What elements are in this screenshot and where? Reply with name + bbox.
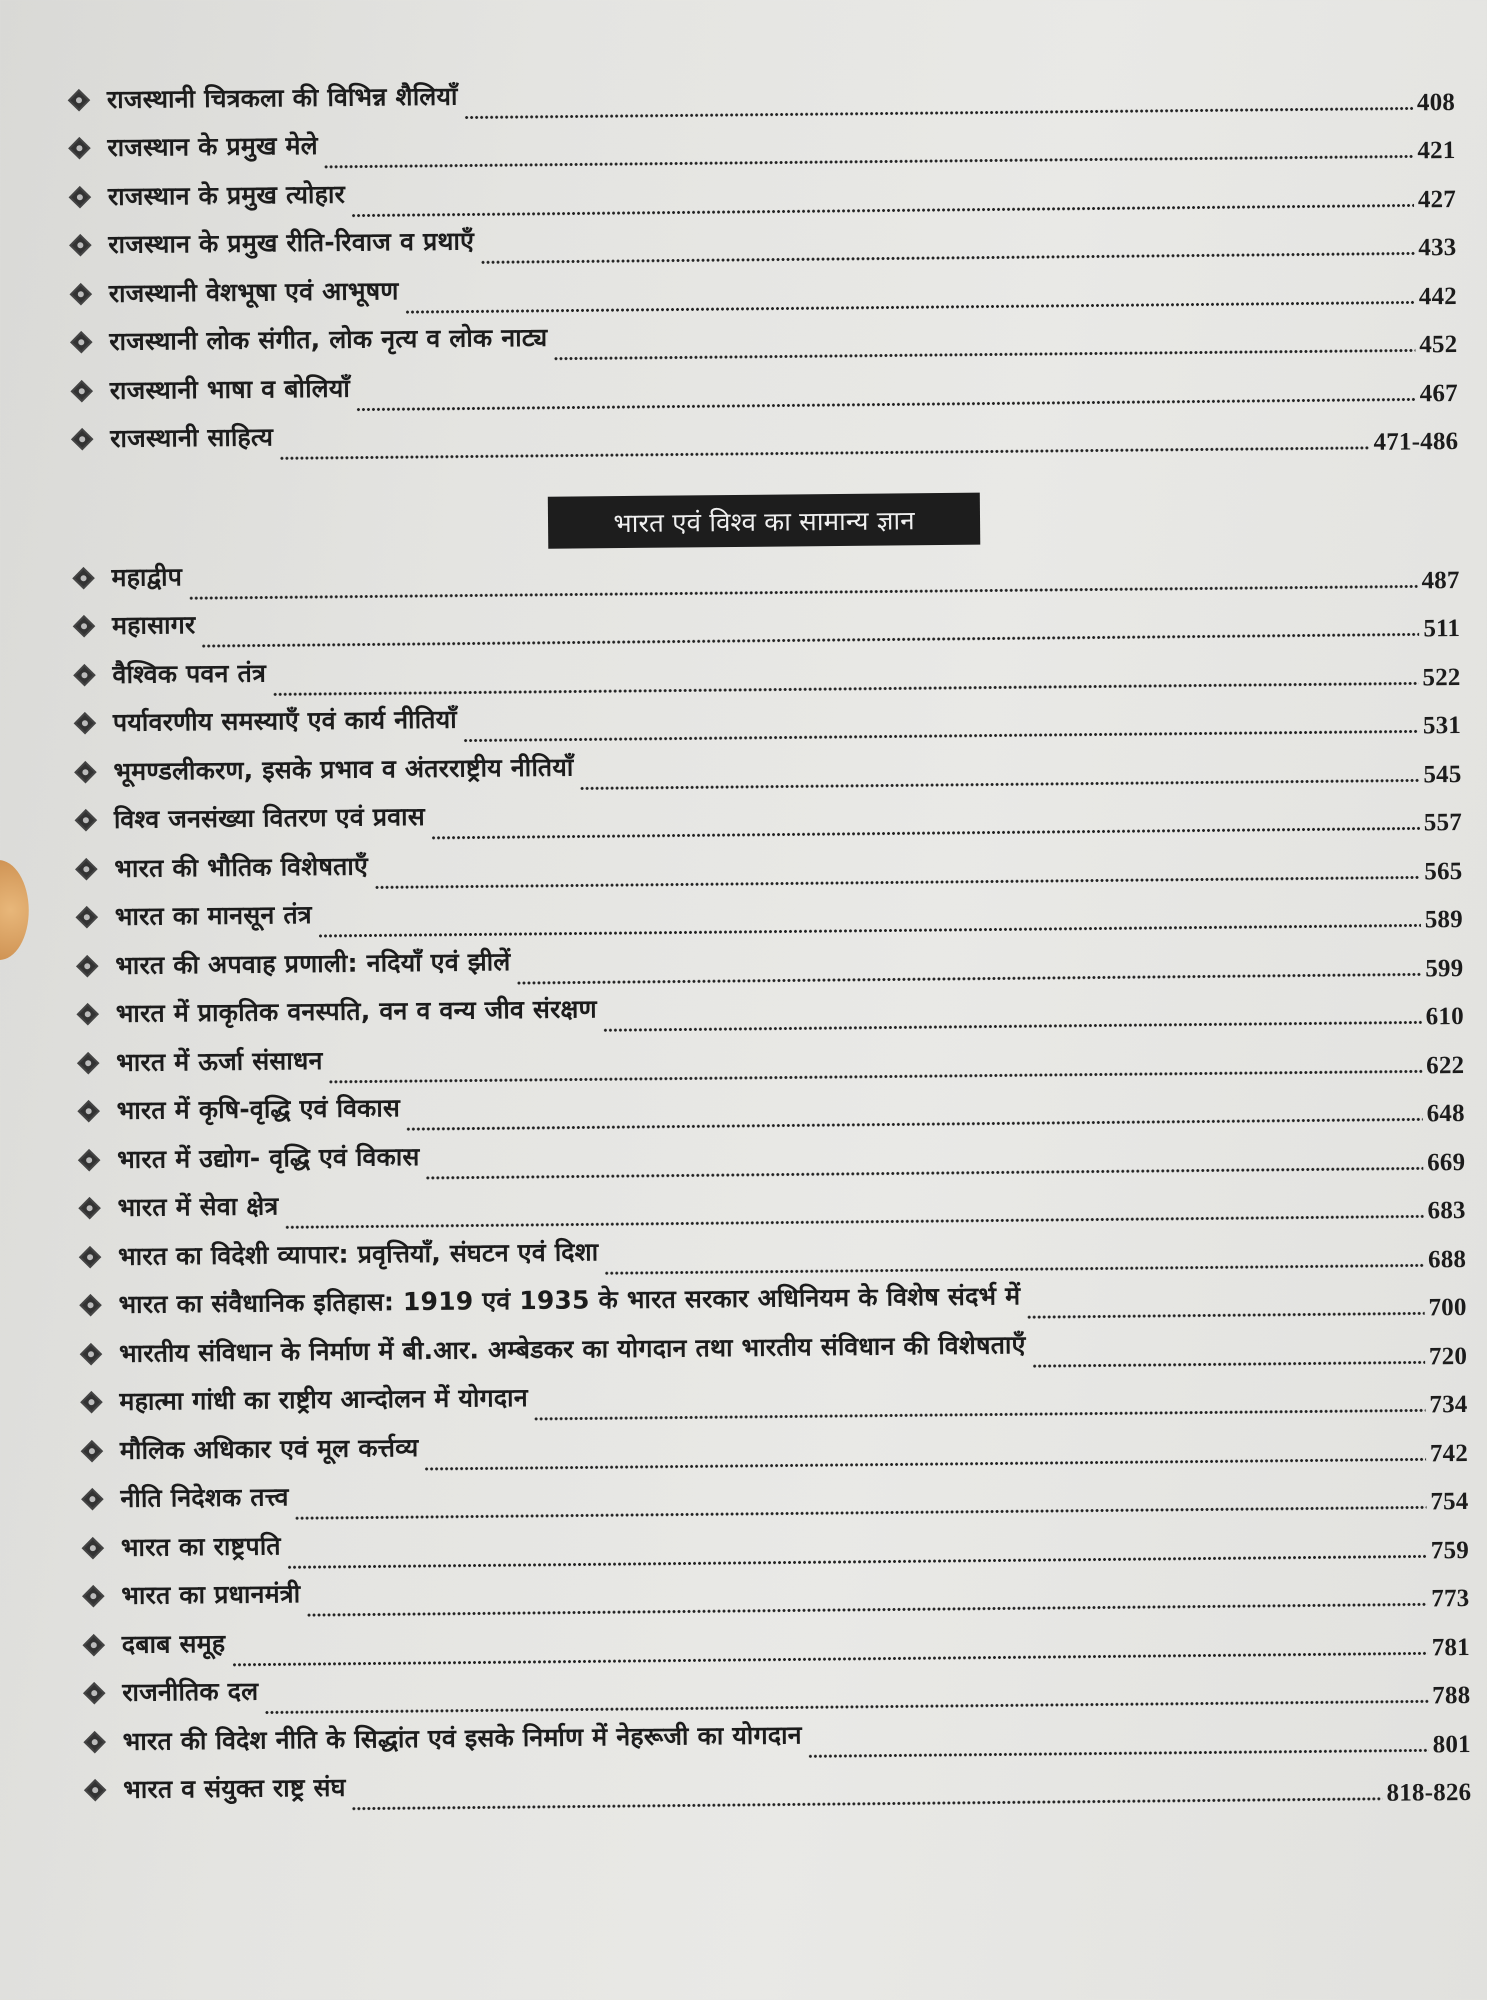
toc-entry-title: भारत की विदेश नीति के सिद्धांत एवं इसके निर्माण में नेहरूजी का योगदान	[122, 1719, 802, 1756]
toc-entry-title: महाद्वीप	[111, 561, 183, 592]
toc-entry-page: 773	[1431, 1584, 1470, 1613]
diamond-bullet-icon	[84, 1539, 101, 1556]
diamond-bullet-icon	[76, 715, 93, 732]
toc-entry-title: राजस्थानी साहित्य	[110, 422, 274, 453]
diamond-bullet-icon	[83, 1345, 100, 1362]
diamond-bullet-icon	[72, 237, 89, 254]
diamond-bullet-icon	[86, 1685, 103, 1702]
toc-entry-title: महात्मा गांधी का राष्ट्रीय आन्दोलन में योगदान	[119, 1382, 528, 1416]
toc-entry-title: मौलिक अधिकार एवं मूल कर्त्तव्य	[119, 1432, 419, 1465]
diamond-bullet-icon	[80, 1103, 97, 1120]
toc-entry-title: नीति निदेशक तत्त्व	[120, 1482, 289, 1513]
toc-entry-title: राजस्थानी वेशभूषा एवं आभूषण	[108, 275, 399, 308]
diamond-bullet-icon	[79, 1006, 96, 1023]
diamond-bullet-icon	[75, 569, 92, 586]
toc-entry-title: राजस्थान के प्रमुख रीति-रिवाज व प्रथाएँ	[108, 226, 475, 259]
toc-entry-title: राजस्थान के प्रमुख त्योहार	[107, 179, 346, 211]
diamond-bullet-icon	[80, 1054, 97, 1071]
diamond-bullet-icon	[84, 1491, 101, 1508]
toc-entry-page: 421	[1417, 137, 1456, 165]
toc-entry	[65, 56, 1455, 118]
thumb-photo-artifact	[0, 860, 29, 961]
dot-leader	[279, 446, 1369, 460]
toc-entry-title: भूमण्डलीकरण, इसके प्रभाव व अंतरराष्ट्रीय नीतियाँ	[113, 752, 574, 786]
toc-entry-title: भारत का राष्ट्रपति	[120, 1530, 281, 1562]
diamond-bullet-icon	[72, 285, 89, 302]
diamond-bullet-icon	[82, 1248, 99, 1265]
toc-entry-page: 511	[1423, 615, 1461, 643]
diamond-bullet-icon	[71, 140, 88, 157]
dot-leader	[352, 1797, 1383, 1811]
toc-entry-title: भारत का मानसून तंत्र	[114, 900, 312, 931]
toc-entry-title: भारत में कृषि-वृद्धि एवं विकास	[116, 1093, 401, 1125]
diamond-bullet-icon	[85, 1588, 102, 1605]
toc-entry-title: भारत का प्रधानमंत्री	[121, 1579, 301, 1610]
toc-entry-title: भारत का संवैधानिक इतिहास: 1919 एवं 1935 के भारत सरकार अधिनियम के विशेष संदर्भ में	[118, 1281, 1021, 1319]
diamond-bullet-icon	[83, 1442, 100, 1459]
diamond-bullet-icon	[74, 431, 91, 448]
diamond-bullet-icon	[73, 382, 90, 399]
toc-entry-page: 648	[1426, 1099, 1465, 1128]
toc-entry-title: राजस्थानी भाषा व बोलियाँ	[109, 373, 351, 405]
toc-entry-page: 467	[1419, 379, 1458, 407]
toc-entry-page: 801	[1432, 1730, 1471, 1758]
toc-entry-page: 688	[1427, 1245, 1467, 1273]
diamond-bullet-icon	[81, 1200, 98, 1217]
toc-entry-page: 408	[1416, 88, 1456, 116]
diamond-bullet-icon	[77, 812, 94, 829]
toc-entry-title: भारत की भौतिक विशेषताएँ	[114, 851, 369, 883]
diamond-bullet-icon	[70, 91, 87, 108]
toc-entry-title: राजस्थानी चित्रकला की विभिन्न शैलियाँ	[106, 81, 458, 114]
toc-entry-title: दबाब समूह	[121, 1628, 226, 1659]
toc-entry-title: भारत की अपवाह प्रणाली: नदियाँ एवं झीलें	[115, 946, 511, 980]
diamond-bullet-icon	[76, 666, 93, 683]
toc-entry-page: 781	[1431, 1633, 1471, 1661]
toc-entry-title: भारत व संयुक्त राष्ट्र संघ	[123, 1772, 346, 1804]
diamond-bullet-icon	[83, 1394, 100, 1411]
toc-entry-page: 610	[1425, 1002, 1464, 1031]
toc-entry-title: भारत में ऊर्जा संसाधन	[116, 1045, 323, 1077]
diamond-bullet-icon	[85, 1636, 102, 1653]
toc-entry-title: भारत में उद्योग- वृद्धि एवं विकास	[116, 1141, 420, 1174]
toc-entry-title: राजस्थान के प्रमुख मेले	[107, 130, 318, 162]
toc-entry-page: 669	[1426, 1148, 1466, 1176]
toc-entry-title: भारतीय संविधान के निर्माण में बी.आर. अम्बेडकर का योगदान तथा भारतीय संविधान की विशेषताएँ	[118, 1329, 1026, 1368]
diamond-bullet-icon	[87, 1782, 104, 1799]
toc-entry-page: 700	[1428, 1293, 1467, 1322]
toc-entry-page: 599	[1425, 954, 1464, 982]
diamond-bullet-icon	[76, 618, 93, 635]
toc-entry-title: विश्व जनसंख्या वितरण एवं प्रवास	[113, 801, 425, 834]
toc-entry-title: राजस्थानी लोक संगीत, लोक नृत्य व लोक नाट्य	[109, 322, 548, 356]
toc-entry-page: 427	[1417, 185, 1457, 213]
diamond-bullet-icon	[81, 1151, 98, 1168]
toc-entry	[69, 534, 1459, 596]
toc-entry-page: 683	[1427, 1196, 1466, 1225]
toc-entry-title: राजनीतिक दल	[122, 1676, 259, 1707]
diamond-bullet-icon	[78, 860, 95, 877]
toc-entry-title: भारत में प्राकृतिक वनस्पति, वन व वन्य जीव संरक्षण	[115, 994, 598, 1028]
diamond-bullet-icon	[77, 763, 94, 780]
diamond-bullet-icon	[73, 334, 90, 351]
toc-entry-page: 759	[1430, 1536, 1470, 1564]
toc-entry-title: वैश्विक पवन तंत्र	[112, 657, 267, 689]
toc-entry-page: 522	[1422, 663, 1461, 691]
toc-section-rajasthan	[65, 56, 1459, 457]
toc-entry-title: पर्यावरणीय समस्याएँ एवं कार्य नीतियाँ	[112, 704, 457, 737]
toc-entry-page: 622	[1426, 1051, 1465, 1079]
toc-entry-page: 565	[1424, 857, 1463, 885]
toc-entry-page: 545	[1423, 760, 1462, 788]
toc-entry-page: 487	[1421, 566, 1460, 594]
toc-entry-page: 589	[1424, 906, 1464, 934]
diamond-bullet-icon	[82, 1297, 99, 1314]
section-heading-text: भारत एवं विश्व का सामान्य ज्ञान	[613, 506, 915, 540]
toc-entry-page: 788	[1432, 1681, 1471, 1710]
toc-entry-page: 818-826	[1386, 1778, 1472, 1807]
toc-entry-page: 720	[1428, 1342, 1468, 1370]
toc-entry-page: 531	[1422, 712, 1462, 740]
toc-section-india-world	[69, 534, 1471, 1808]
toc-entry-title: भारत में सेवा क्षेत्र	[117, 1191, 279, 1222]
diamond-bullet-icon	[71, 188, 88, 205]
diamond-bullet-icon	[78, 909, 95, 926]
toc-entry-title: महासागर	[111, 610, 196, 640]
toc-entry-page: 734	[1429, 1390, 1468, 1419]
diamond-bullet-icon	[86, 1733, 103, 1750]
toc-entry-page: 442	[1418, 282, 1458, 310]
toc-entry-page: 471-486	[1373, 428, 1459, 456]
toc-entry-page: 433	[1418, 234, 1457, 262]
diamond-bullet-icon	[79, 957, 96, 974]
toc-entry-title: भारत का विदेशी व्यापार: प्रवृत्तियाँ, संघटन एवं दिशा	[117, 1236, 599, 1271]
toc-entry-page: 557	[1423, 809, 1463, 837]
toc-entry-page: 742	[1429, 1439, 1469, 1467]
toc-entry-page: 754	[1430, 1487, 1469, 1516]
toc-entry-page: 452	[1419, 331, 1458, 359]
